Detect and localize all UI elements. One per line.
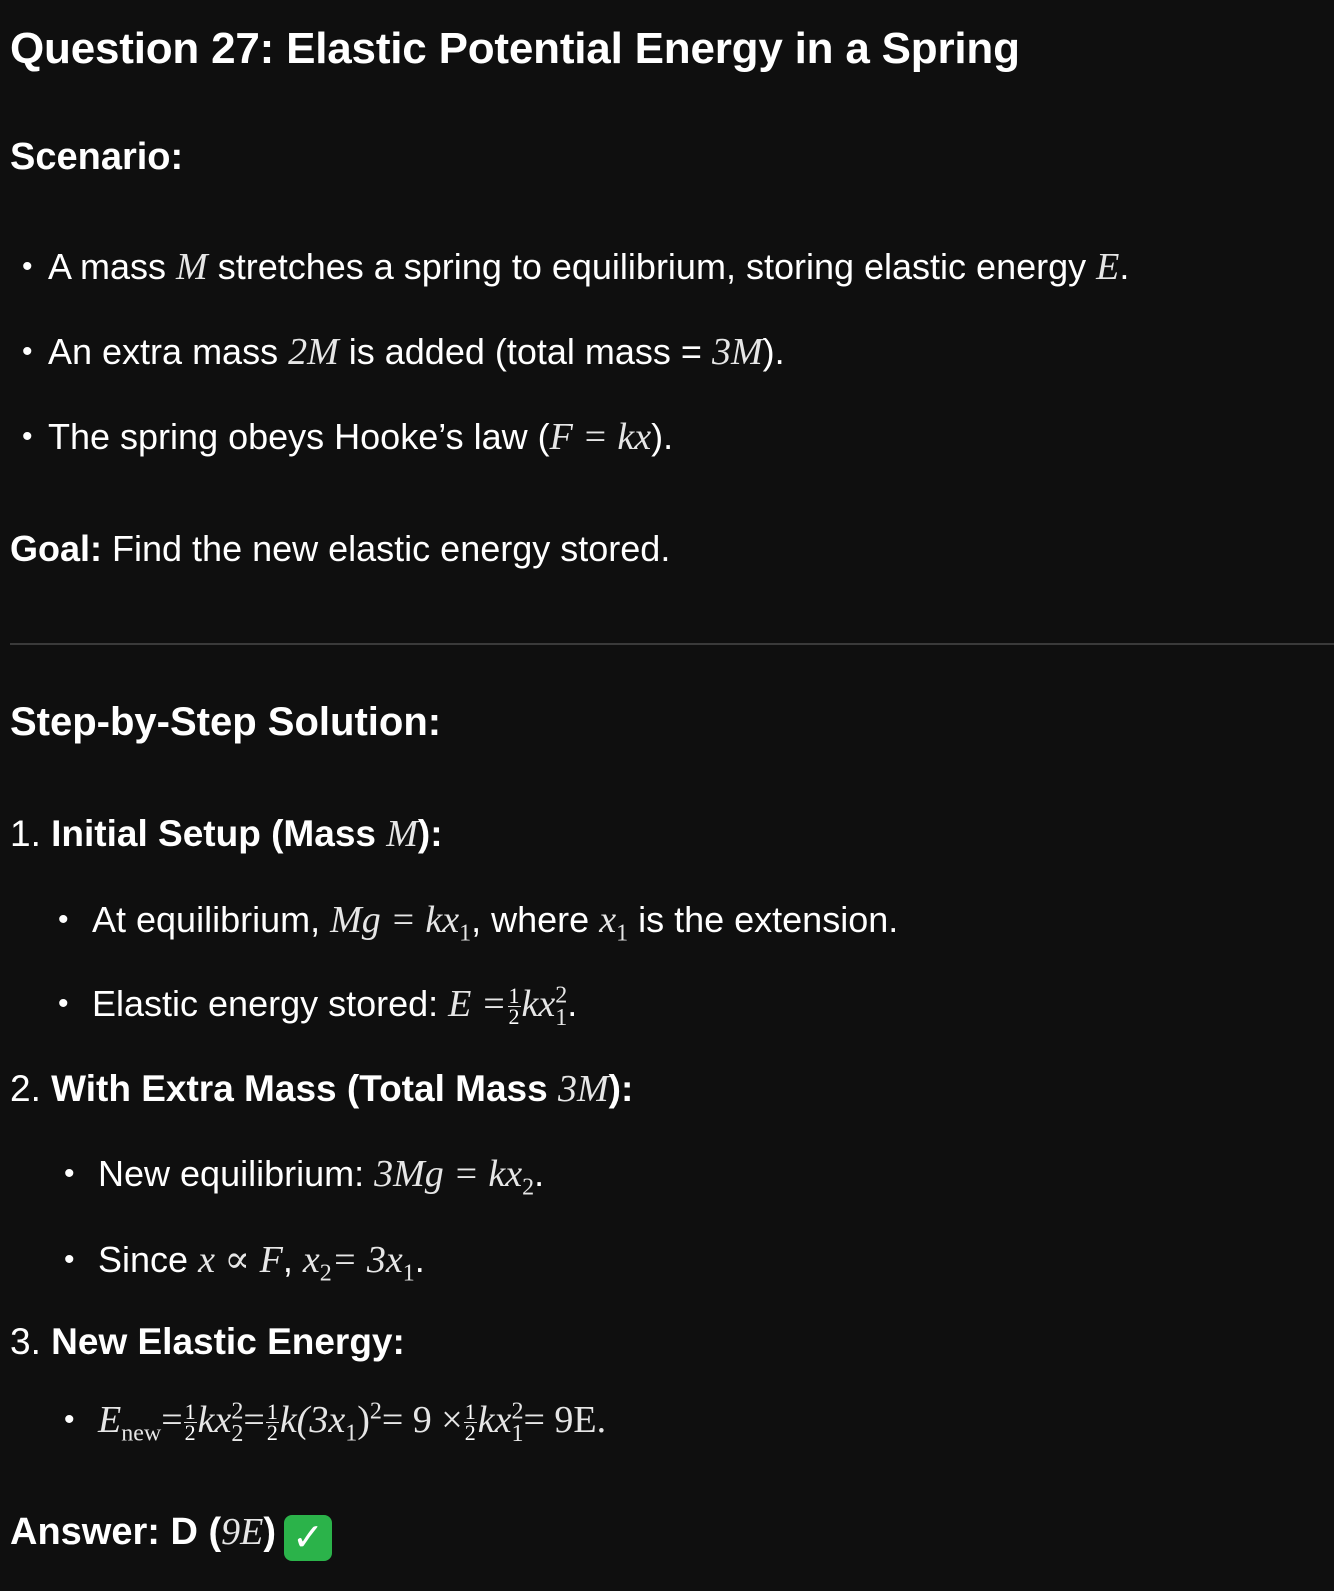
scenario-heading: Scenario: [10, 136, 184, 178]
step-3-heading: 3. New Elastic Energy: [10, 1321, 405, 1362]
bullet-icon: • [22, 250, 33, 283]
answer-line: Answer: D (9E) ✓ [10, 1510, 332, 1561]
goal-text: Find the new elastic energy stored. [102, 528, 671, 569]
fraction: $\frac{1}{2}$ [184, 1398, 196, 1445]
step-2-bullet-1: • New equilibrium: $3Mg = kx_2$. [64, 1153, 545, 1201]
bullet-icon: • [64, 1403, 75, 1436]
step-3-bullet-1: • $E_{new}=$ $\frac{1}{2}$ $kx^2_2=$ $\frac{1}{2}$ $k(3x_1)^2= 9$ × $\frac{1}{2}$ $kx^2_1= 9E$. [64, 1398, 607, 1447]
fraction: $\frac{1}{2}$ [266, 1398, 278, 1445]
solution-heading: Step-by-Step Solution: [10, 700, 442, 744]
bullet-icon: • [58, 903, 69, 936]
scenario-bullet-1: • A mass M stretches a spring to equilibrium, storing elastic energy E. [10, 245, 1129, 289]
bullet-icon: • [22, 335, 33, 368]
fraction: $\frac{1}{2}$ [508, 982, 520, 1029]
goal-line [10, 528, 670, 570]
fraction: $\frac{1}{2}$ [464, 1398, 476, 1445]
check-mark-icon: ✓ [284, 1515, 332, 1561]
scenario-bullet-3: • The spring obeys Hooke’s law (F = kx). [10, 415, 673, 459]
step-2-heading: 2. With Extra Mass (Total Mass 3M): [10, 1068, 634, 1110]
step-1-bullet-1: • At equilibrium, $Mg = kx_1$, where $x_1$ is the extension. [58, 899, 899, 947]
step-1-heading: 1. Initial Setup (Mass M): [10, 813, 443, 855]
step-2-bullet-2: • Since x ∝ F, $x_2= 3x_1$. [64, 1239, 425, 1287]
bullet-icon: • [22, 420, 33, 453]
scenario-bullet-2: • An extra mass 2M is added (total mass = 3M). [10, 330, 785, 374]
goal-label: Goal: [10, 528, 103, 569]
bullet-icon: • [64, 1157, 75, 1190]
step-1-bullet-2: • Elastic energy stored: E = $\frac{1}{2}$ $kx^2_1$. [58, 982, 578, 1031]
bullet-icon: • [64, 1243, 75, 1276]
page-title: Question 27: Elastic Potential Energy in a Spring [10, 24, 1020, 73]
bullet-icon: • [58, 987, 69, 1020]
section-divider [10, 643, 1334, 645]
